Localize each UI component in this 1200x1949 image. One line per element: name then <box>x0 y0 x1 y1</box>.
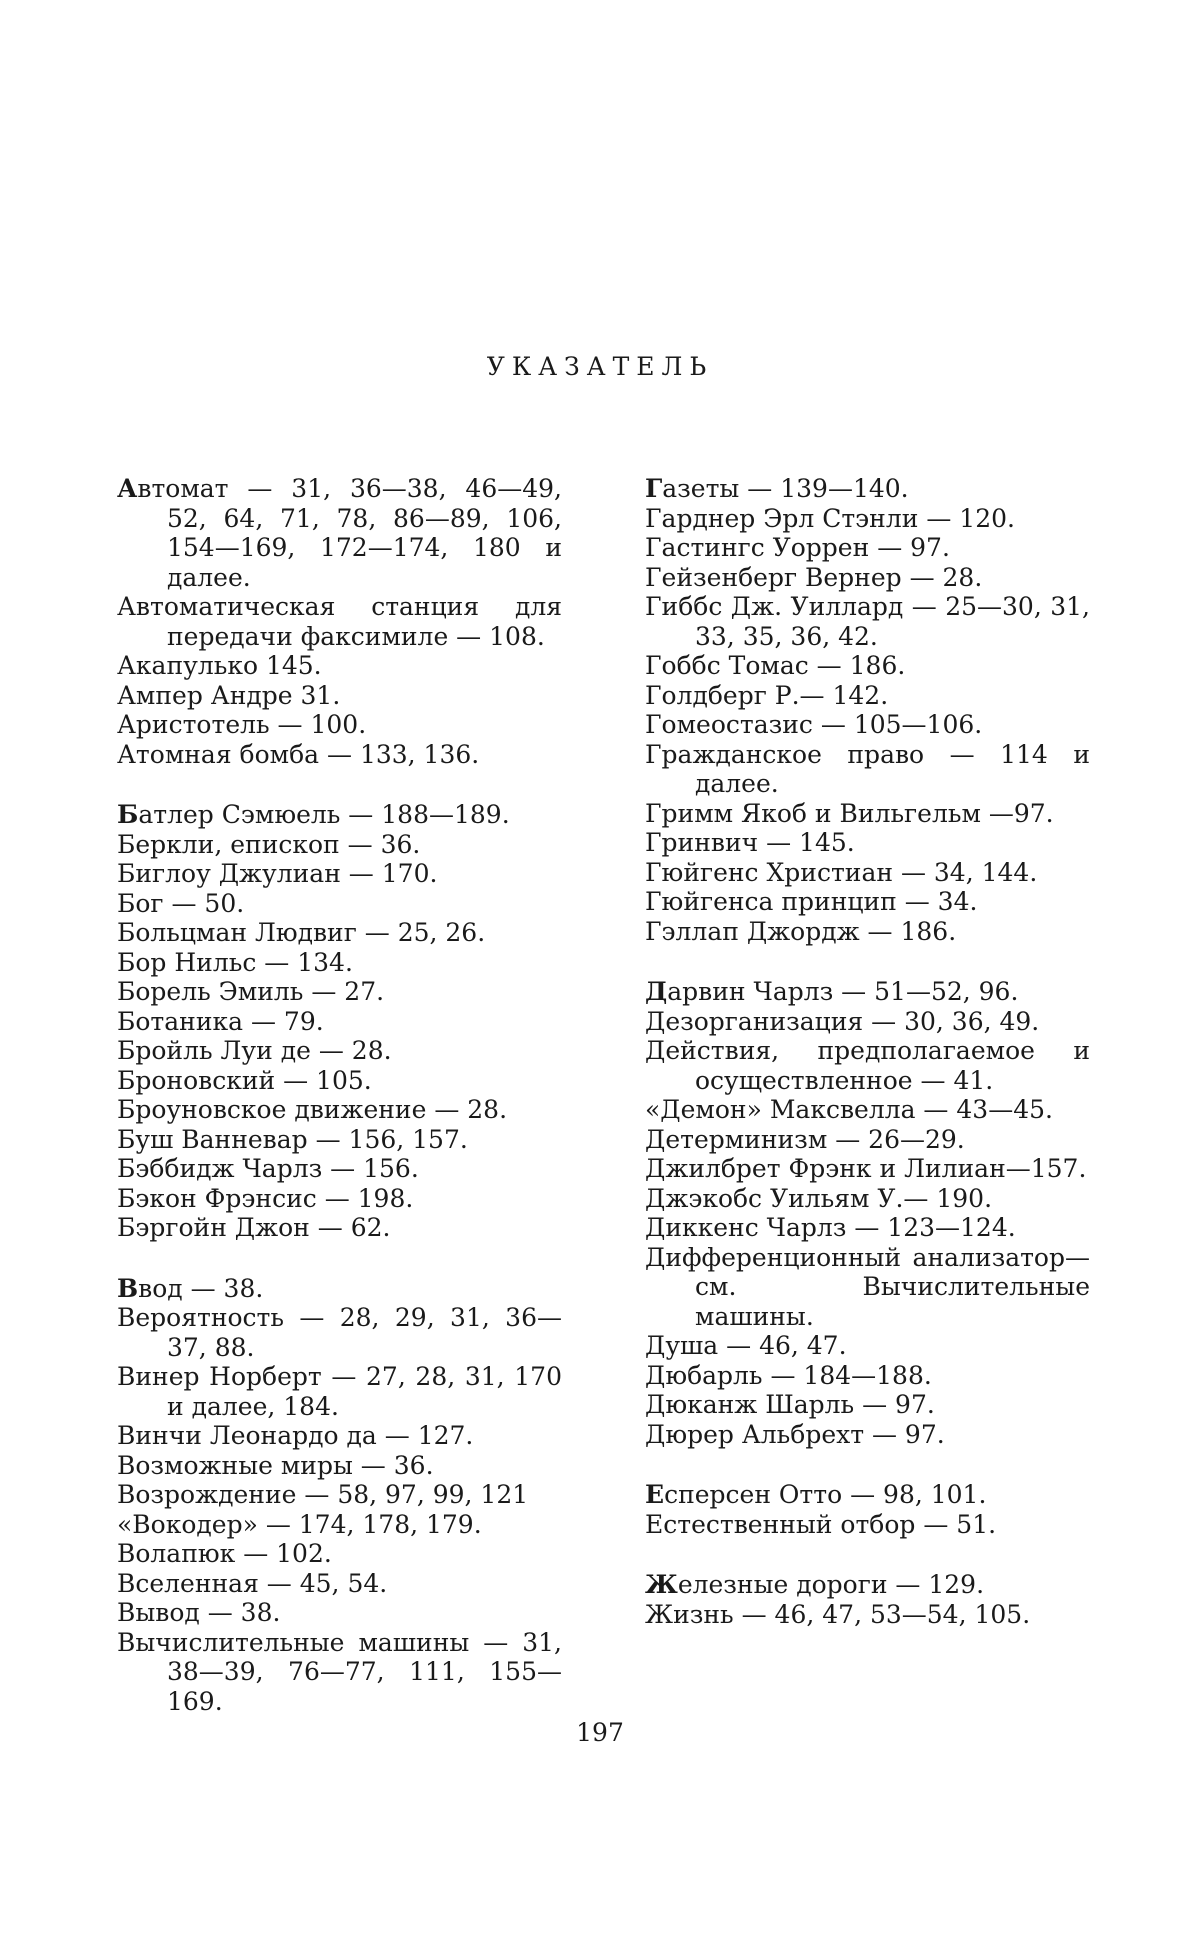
index-column-left <box>117 474 562 1747</box>
index-entry: Гастингс Уоррен — 97. <box>645 533 950 562</box>
index-entry: Гринвич — 145. <box>645 828 855 857</box>
index-entry: Вероятность — 28, 29, 31, 36—37, 88. <box>117 1303 562 1362</box>
index-entry: Джэкобс Уильям У.— 190. <box>645 1183 993 1213</box>
index-entry: Биглоу Джулиан — 170. <box>117 859 438 888</box>
index-entry: Газеты — 139—140. <box>645 474 909 503</box>
index-entry: Гиббс Дж. Уиллард — 25—30, 31, 33, 35, 36, 42. <box>645 592 1090 651</box>
index-entry: Больцман Людвиг — 25, 26. <box>117 918 486 947</box>
index-entry: Борель Эмиль — 27. <box>117 977 385 1006</box>
index-entry: Дюбарль — 184—188. <box>645 1360 932 1390</box>
index-entry: Возможные миры — 36. <box>117 1450 434 1480</box>
index-entry: Автоматическая станция для передачи факсимиле — 108. <box>117 592 562 651</box>
index-entry: Аристотель — 100. <box>117 710 367 739</box>
index-entry: Ввод — 38. <box>117 1273 264 1303</box>
index-entry: Бор Нильс — 134. <box>117 947 353 977</box>
index-entry: Атомная бомба — 133, 136. <box>117 739 480 769</box>
index-entry: Диккенс Чарлз — 123—124. <box>645 1213 1016 1242</box>
index-entry: Гомеостазис — 105—106. <box>645 710 983 739</box>
index-letter-group <box>117 474 562 769</box>
index-entry: Бэббидж Чарлз — 156. <box>117 1154 419 1183</box>
index-entry: Есперсен Отто — 98, 101. <box>645 1480 987 1509</box>
index-entry: Возрождение — 58, 97, 99, 121 <box>117 1480 529 1509</box>
index-entry: Вычислительные машины — 31, 38—39, 76—77, 111, 155—169. <box>117 1627 562 1716</box>
index-entry: Батлер Сэмюель — 188—189. <box>117 800 510 829</box>
index-entry: Вселенная — 45, 54. <box>117 1568 388 1598</box>
index-entry: «Вокодер» — 174, 178, 179. <box>117 1509 482 1539</box>
page-title: УКАЗАТЕЛЬ <box>486 352 714 381</box>
index-entry: Броновский — 105. <box>117 1065 372 1095</box>
index-column-right <box>645 474 1090 1660</box>
index-entry: Броуновское движение — 28. <box>117 1095 508 1124</box>
index-entry: Винчи Леонардо да — 127. <box>117 1421 474 1450</box>
index-entry: «Демон» Максвелла — 43—45. <box>645 1095 1053 1124</box>
index-entry: Гражданское право — 114 и далее. <box>645 739 1090 798</box>
index-entry: Винер Норберт — 27, 28, 31, 170 и далее, 184. <box>117 1362 562 1421</box>
index-letter-group <box>117 1274 562 1717</box>
index-entry: Естественный отбор — 51. <box>645 1509 997 1539</box>
index-entry: Бройль Луи де — 28. <box>117 1036 392 1065</box>
index-entry: Гарднер Эрл Стэнли — 120. <box>645 503 1015 533</box>
index-entry: Беркли, епископ — 36. <box>117 829 421 859</box>
index-entry: Гримм Якоб и Вильгельм —97. <box>645 798 1054 828</box>
index-entry: Гюйгенс Христиан — 34, 144. <box>645 857 1038 887</box>
index-entry: Гейзенберг Вернер — 28. <box>645 562 983 592</box>
index-entry: Дифференционный анализатор— см. Вычислительные машины. <box>645 1242 1090 1331</box>
index-entry: Бог — 50. <box>117 888 245 918</box>
index-entry: Детерминизм — 26—29. <box>645 1124 965 1154</box>
index-entry: Голдберг Р.— 142. <box>645 680 889 710</box>
index-letter-group <box>645 474 1090 946</box>
index-entry: Дюканж Шарль — 97. <box>645 1390 935 1419</box>
index-entry: Жизнь — 46, 47, 53—54, 105. <box>645 1599 1031 1629</box>
index-entry: Джилбрет Фрэнк и Лилиан—157. <box>645 1154 1087 1183</box>
index-entry: Автомат — 31, 36—38, 46—49, 52, 64, 71, 78, 86—89, 106, 154—169, 172—174, 180 и далее. <box>117 474 562 592</box>
index-letter-group <box>645 1480 1090 1539</box>
index-letter-group <box>117 800 562 1243</box>
index-entry: Душа — 46, 47. <box>645 1331 847 1360</box>
page-number: 197 <box>576 1718 624 1747</box>
index-letter-group <box>645 977 1090 1449</box>
index-entry: Акапулько 145. <box>117 651 322 680</box>
index-entry: Гюйгенса принцип — 34. <box>645 887 978 916</box>
index-entry: Вывод — 38. <box>117 1598 281 1627</box>
index-entry: Дезорганизация — 30, 36, 49. <box>645 1006 1040 1036</box>
index-entry: Бэкон Фрэнсис — 198. <box>117 1183 414 1213</box>
index-entry: Железные дороги — 129. <box>645 1570 985 1599</box>
index-letter-group <box>645 1570 1090 1629</box>
index-entry: Ботаника — 79. <box>117 1006 324 1036</box>
index-entry: Ампер Андре 31. <box>117 680 341 710</box>
index-entry: Волапюк — 102. <box>117 1539 332 1568</box>
index-entry: Дарвин Чарлз — 51—52, 96. <box>645 977 1019 1006</box>
index-entry: Действия, предполагаемое и осуществленное — 41. <box>645 1036 1090 1095</box>
index-entry: Буш Ванневар — 156, 157. <box>117 1124 468 1154</box>
index-entry: Дюрер Альбрехт — 97. <box>645 1419 945 1449</box>
index-entry: Гоббс Томас — 186. <box>645 651 906 680</box>
index-entry: Бэргойн Джон — 62. <box>117 1213 391 1242</box>
index-entry: Гэллап Джордж — 186. <box>645 916 957 946</box>
